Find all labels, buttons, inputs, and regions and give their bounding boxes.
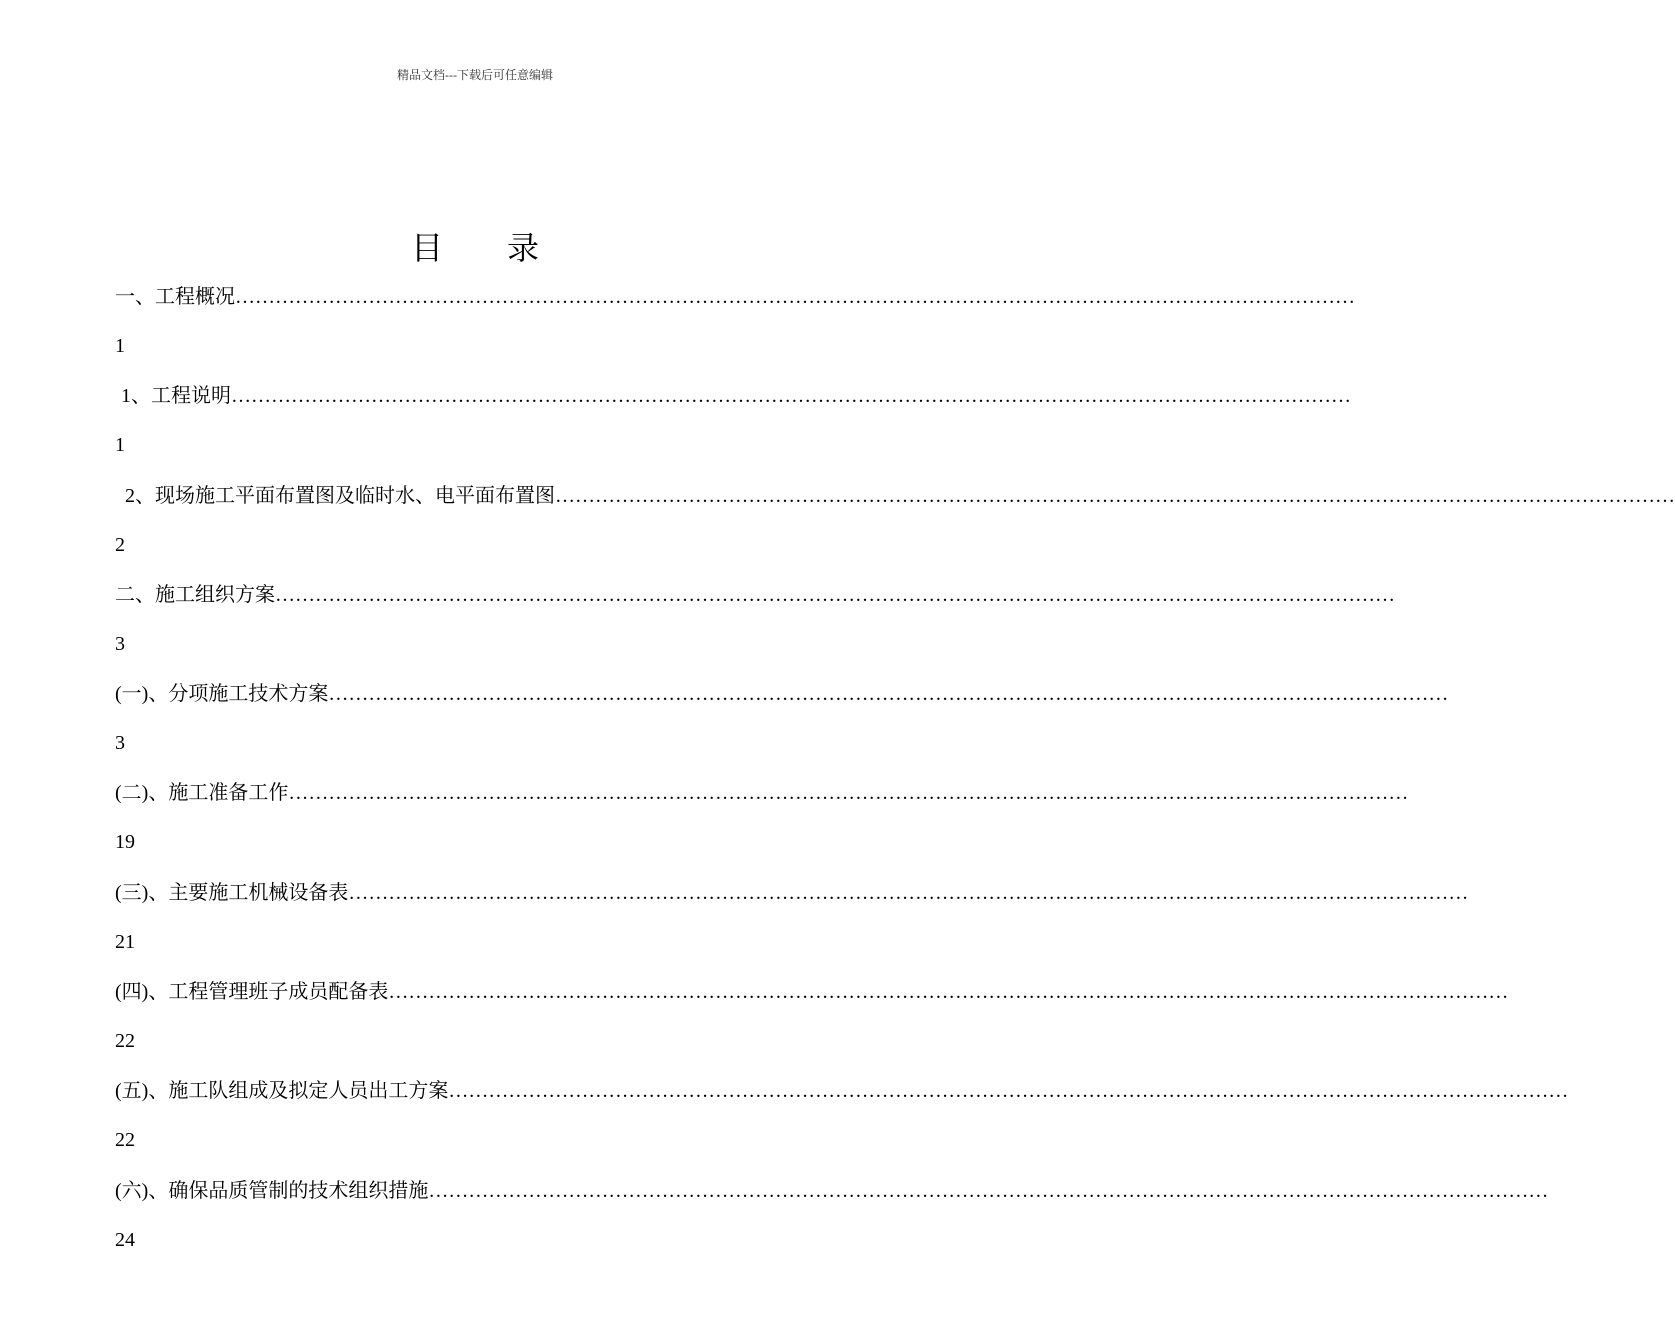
toc-entry-page: 3 [115,632,125,655]
toc-entry[interactable] [115,481,1675,580]
toc-entry[interactable] [115,778,1409,877]
toc-entry[interactable] [115,282,1355,381]
toc-dot-leader: …………………………………………………………………………………………………………………………………………………… [288,782,1409,805]
toc-dot-leader: …………………………………………………………………………………………………………………………………………………… [448,1080,1569,1103]
toc-entry-label: (一)、分项施工技术方案 [115,683,329,706]
toc-dot-leader: …………………………………………………………………………………………………………………………………………………… [555,484,1675,507]
toc-entry[interactable] [115,878,1469,977]
table-of-contents [115,282,1675,1275]
toc-dot-leader: …………………………………………………………………………………………………………………………………………………… [231,385,1351,408]
toc-entry[interactable] [115,977,1509,1076]
toc-entry[interactable] [115,1176,1549,1275]
toc-entry-page: 19 [115,831,135,854]
toc-entry-page: 22 [115,1030,135,1053]
toc-entry-label: (六)、确保品质管制的技术组织措施 [115,1179,429,1202]
toc-entry-page: 1 [115,434,125,457]
toc-entry[interactable] [115,679,1449,778]
toc-entry-page: 3 [115,732,125,755]
page-header: 精品文档---下载后可任意编辑 [397,68,553,82]
toc-entry-page: 1 [115,335,125,357]
toc-entry-label: 二、施工组织方案 [115,583,275,606]
toc-entry[interactable] [115,381,1351,480]
toc-entry-label: 2、现场施工平面布置图及临时水、电平面布置图 [125,484,555,507]
toc-dot-leader: …………………………………………………………………………………………………………………………………………………… [348,881,1469,904]
toc-entry-label: 一、工程概况 [115,286,235,308]
toc-entry[interactable] [115,580,1395,679]
toc-entry-page: 2 [115,533,125,556]
toc-entry[interactable] [115,1076,1569,1175]
toc-entry-label: (三)、主要施工机械设备表 [115,881,349,904]
toc-entry-page: 24 [115,1228,135,1251]
toc-dot-leader: …………………………………………………………………………………………………………………………………………………… [235,286,1355,308]
toc-title: 目录 [410,230,603,266]
toc-dot-leader: …………………………………………………………………………………………………………………………………………………… [275,583,1395,606]
toc-entry-label: 1、工程说明 [121,385,231,408]
toc-dot-leader: …………………………………………………………………………………………………………………………………………………… [388,981,1509,1004]
toc-dot-leader: …………………………………………………………………………………………………………………………………………………… [328,683,1449,706]
toc-entry-label: (二)、施工准备工作 [115,782,289,805]
toc-entry-page: 22 [115,1129,135,1152]
toc-dot-leader: …………………………………………………………………………………………………………………………………………………… [428,1179,1549,1202]
toc-entry-label: (四)、工程管理班子成员配备表 [115,981,389,1004]
toc-entry-label: (五)、施工队组成及拟定人员出工方案 [115,1080,449,1103]
toc-entry-page: 21 [115,930,135,953]
